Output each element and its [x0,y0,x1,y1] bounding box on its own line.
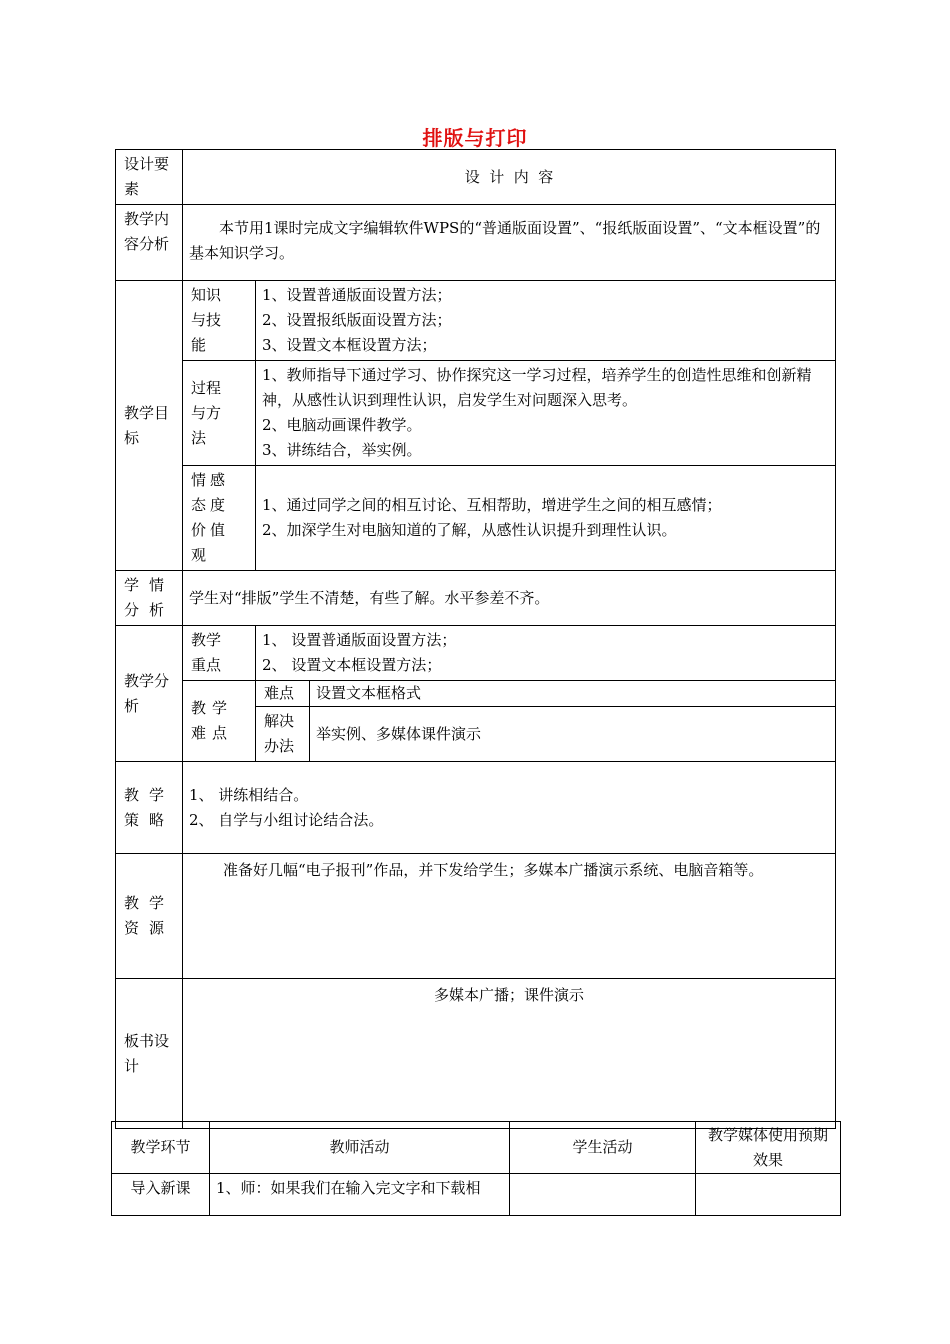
board-design-label: 板书设计 [116,979,183,1129]
content-analysis-label: 教学内容分析 [116,205,183,281]
list-item: 1、 讲练相结合。 [189,785,309,804]
knowledge-label: 知识与技能 [183,281,256,361]
header-cell: 教学媒体使用预期效果 [696,1122,841,1174]
header-cell: 教学环节 [112,1122,210,1174]
list-item: 2、 设置文本框设置方法； [262,656,442,674]
list-item: 1、教师指导下通过学习、协作探究这一学习过程，培养学生的创造性思维和创新精神，从感性认识到理性认识，启发学生对问题深入思考。 [262,366,812,409]
table-cell [510,1174,696,1216]
design-element-label: 设计要素 [116,150,183,205]
header-cell: 学生活动 [510,1122,696,1174]
emotion-items [256,466,836,571]
knowledge-items [256,281,836,361]
teaching-resources-label: 教学资源 [116,854,183,979]
list-item: 3、讲练结合，举实例。 [262,441,422,459]
student-situation-text: 学生对“排版”学生不清楚，有些了解。水平参差不齐。 [183,571,836,626]
process-method-label: 过程与方法 [183,361,256,466]
list-item: 1、设置普通版面设置方法； [262,286,452,304]
difficulty-sub-label: 难点 [256,681,310,707]
teaching-focus-items [256,626,836,681]
teaching-strategy-label: 教学策略 [116,762,183,854]
list-item: 3、设置文本框设置方法； [262,336,437,354]
board-design-text: 多媒本广播；课件演示 [183,979,836,1129]
lesson-design-table [115,149,836,1129]
student-situation-label: 学情分析 [116,571,183,626]
list-item: 1、通过同学之间的相互讨论、互相帮助，增进学生之间的相互感情； [262,496,722,514]
teaching-goals-label: 教学目标 [116,281,183,571]
list-item: 2、加深学生对电脑知道的了解，从感性认识提升到理性认识。 [262,521,677,539]
list-item: 2、电脑动画课件教学。 [262,416,422,434]
solution-text: 举实例、多媒体课件演示 [310,707,836,762]
design-content-header: 设 计 内 容 [183,150,836,205]
difficulty-text: 设置文本框格式 [310,681,836,707]
emotion-values-label: 情感态度价值观 [183,466,256,571]
teaching-difficulty-label: 教学难点 [183,681,256,762]
teaching-analysis-label: 教学分析 [116,626,183,762]
table-row [112,1174,841,1216]
solution-label: 解决办法 [256,707,310,762]
teaching-resources-text: 准备好几幅“电子报刊”作品，并下发给学生；多媒本广播演示系统、电脑音箱等。 [183,854,836,979]
process-items [256,361,836,466]
teaching-focus-label: 教学重点 [183,626,256,681]
header-cell: 教师活动 [210,1122,510,1174]
table-cell: 导入新课 [112,1174,210,1216]
list-item: 2、 自学与小组讨论结合法。 [189,810,384,829]
table-cell [696,1174,841,1216]
list-item: 2、设置报纸版面设置方法； [262,311,452,329]
list-item: 1、 设置普通版面设置方法； [262,631,457,649]
table-cell: 1、师：如果我们在输入完文字和下载相 [210,1174,510,1216]
teaching-strategy-items [183,762,836,854]
teaching-process-table [111,1121,841,1216]
page-title: 排版与打印 [422,126,528,150]
content-analysis-text: 本节用1课时完成文字编辑软件WPS的“普通版面设置”、“报纸版面设置”、“文本框设置”的基本知识学习。 [183,205,836,281]
